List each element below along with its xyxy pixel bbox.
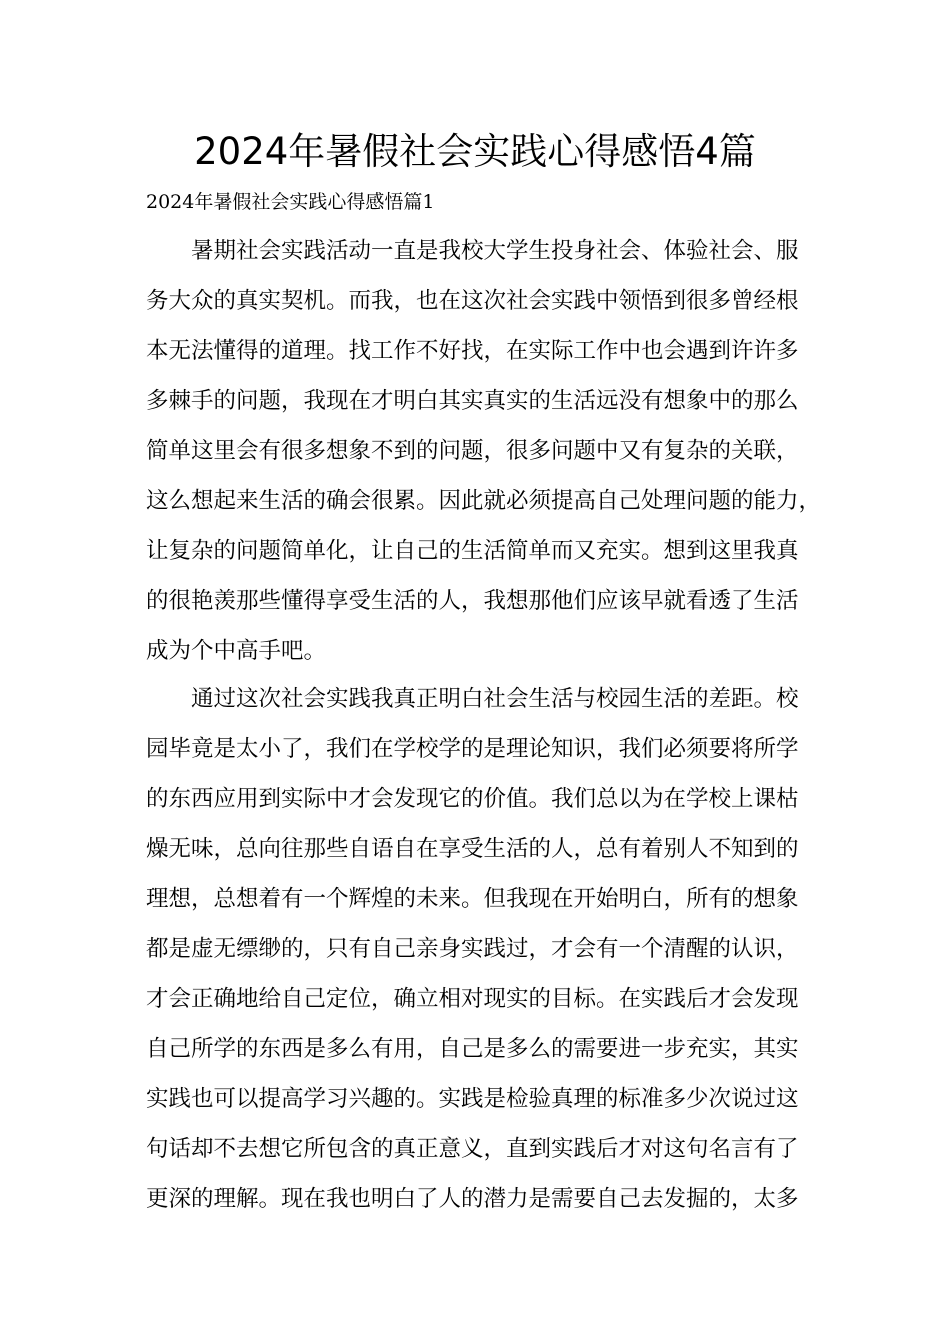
text-line: 更深的理解。现在我也明白了人的潜力是需要自己去发掘的，太多 (146, 1186, 799, 1212)
text-line: 燥无味，总向往那些自语自在享受生活的人，总有着别人不知到的 (146, 836, 799, 862)
text-line: 的很艳羡那些懂得享受生活的人，我想那他们应该早就看透了生活 (146, 588, 799, 614)
text-line: 多棘手的问题，我现在才明白其实真实的生活远没有想象中的那么 (146, 388, 799, 414)
text-line: 才会正确地给自己定位，确立相对现实的目标。在实践后才会发现 (146, 986, 799, 1012)
text-line: 的东西应用到实际中才会发现它的价值。我们总以为在学校上课枯 (146, 786, 799, 812)
text-line: 成为个中高手吧。 (146, 638, 327, 664)
paragraph-2 (146, 674, 826, 1224)
text-line: 园毕竟是太小了，我们在学校学的是理论知识，我们必须要将所学 (146, 736, 799, 762)
text-line: 务大众的真实契机。而我，也在这次社会实践中领悟到很多曾经根 (146, 288, 799, 314)
text-line: 句话却不去想它所包含的真正意义，直到实践后才对这句名言有了 (146, 1136, 799, 1162)
text-line: 理想，总想着有一个辉煌的未来。但我现在开始明白，所有的想象 (146, 886, 799, 912)
document-title: 2024年暑假社会实践心得感悟4篇 (194, 130, 756, 173)
text-line: 都是虚无缥缈的，只有自己亲身实践过，才会有一个清醒的认识， (146, 936, 799, 962)
text-line: 通过这次社会实践我真正明白社会生活与校园生活的差距。校 (191, 686, 799, 712)
paragraph-1 (146, 226, 826, 676)
text-line: 这么想起来生活的确会很累。因此就必须提高自己处理问题的能力， (146, 488, 822, 514)
text-line: 暑期社会实践活动一直是我校大学生投身社会、体验社会、服 (191, 238, 799, 264)
text-line: 自己所学的东西是多么有用，自己是多么的需要进一步充实，其实 (146, 1036, 799, 1062)
text-line: 简单这里会有很多想象不到的问题，很多问题中又有复杂的关联， (146, 438, 799, 464)
text-line: 本无法懂得的道理。找工作不好找，在实际工作中也会遇到许许多 (146, 338, 799, 364)
text-line: 实践也可以提高学习兴趣的。实践是检验真理的标准多少次说过这 (146, 1086, 799, 1112)
section-heading: 2024年暑假社会实践心得感悟篇1 (146, 191, 435, 213)
text-line: 让复杂的问题简单化，让自己的生活简单而又充实。想到这里我真 (146, 538, 799, 564)
